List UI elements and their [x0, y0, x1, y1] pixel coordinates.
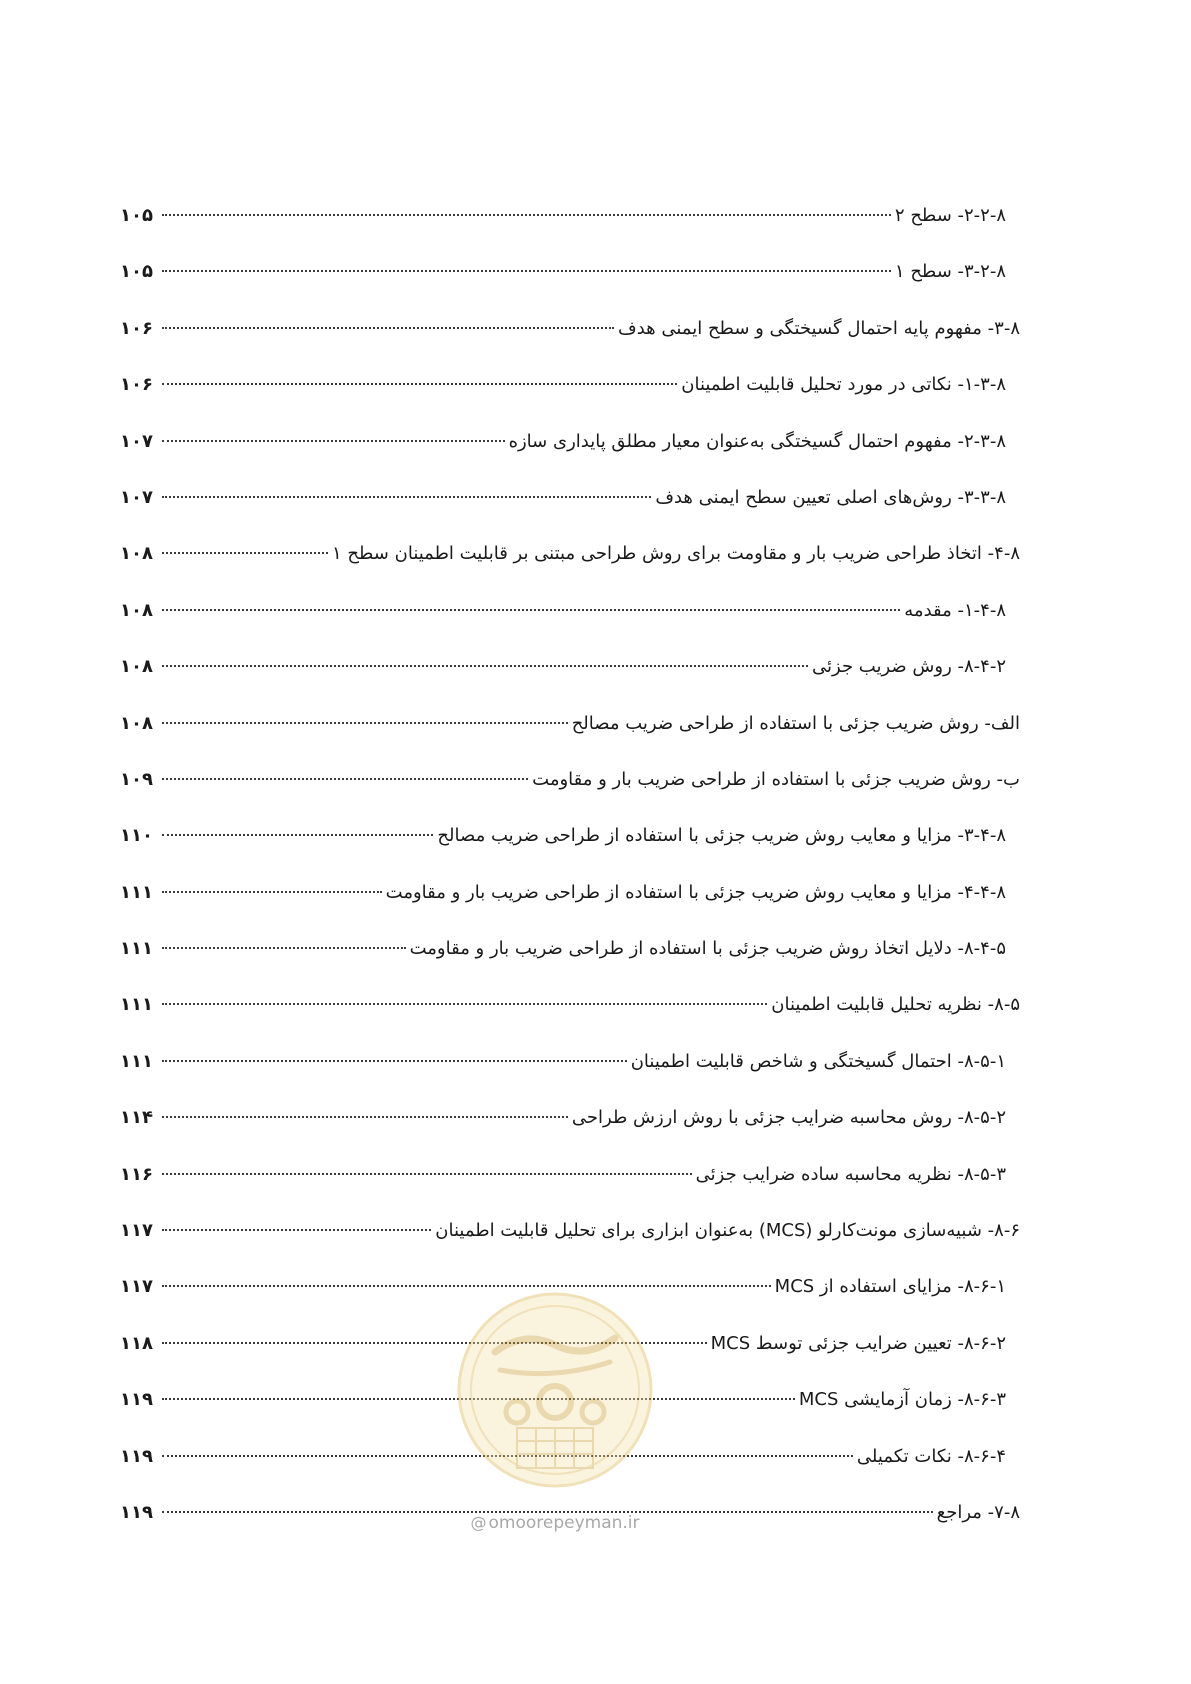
- toc-entry-page-number: ۱۰۵: [120, 205, 153, 226]
- toc-entry-title: ۱-۴-۸- مقدمه: [904, 599, 1006, 621]
- toc-entry-page-number: ۱۰۵: [120, 261, 153, 283]
- toc-entry-title: ب- روش ضریب جزئی با استفاده از طراحی ضریب بار و مقاومت: [532, 768, 1020, 790]
- dot-leader: [162, 1173, 692, 1175]
- dot-leader: [162, 1285, 771, 1287]
- toc-entry-title: ۸-۵- نظریه تحلیل قابلیت اطمینان: [771, 994, 1020, 1016]
- toc-entry-page-number: ۱۱۰: [120, 825, 153, 847]
- toc-entry-page-number: ۱۱۹: [120, 1445, 153, 1467]
- dot-leader: [162, 383, 677, 385]
- footer-website-text: omoorepeyman.ir: [488, 1513, 640, 1533]
- toc-entry-title: ۸-۶-۱- مزایای استفاده از MCS: [774, 1276, 1006, 1298]
- toc-entry-page-number: ۱۰۸: [120, 712, 153, 734]
- dot-leader: [162, 327, 614, 329]
- toc-entry-title: ۳-۲-۸- سطح ۱: [894, 261, 1006, 283]
- dot-leader: [162, 665, 808, 667]
- toc-entry-title: ۲-۲-۸- سطح ۲: [894, 205, 1006, 226]
- toc-entry-page-number: ۱۱۹: [120, 1389, 153, 1411]
- dot-leader: [162, 214, 891, 216]
- toc-entry-title: ۸-۴-۵- دلایل اتخاذ روش ضریب جزئی با استفاده از طراحی ضریب بار و مقاومت: [409, 938, 1006, 960]
- toc-entry-page-number: ۱۱۷: [120, 1220, 153, 1242]
- toc-entry-title: ۸-۵-۳- نظریه محاسبه ساده ضرایب جزئی: [695, 1163, 1006, 1185]
- toc-entry[interactable]: [120, 318, 1020, 374]
- dot-leader: [162, 1003, 767, 1005]
- toc-entry[interactable]: [120, 1107, 1020, 1163]
- dot-leader: [162, 778, 528, 780]
- toc-entry-page-number: ۱۰۸: [120, 543, 153, 565]
- watermark-seal: [455, 1290, 655, 1490]
- toc-entry-page-number: ۱۱۶: [120, 1163, 153, 1185]
- dot-leader: [162, 1116, 568, 1118]
- toc-entry-title: ۸-۶-۳- زمان آزمایشی MCS: [798, 1389, 1006, 1411]
- toc-entry-title: الف- روش ضریب جزئی با استفاده از طراحی ضریب مصالح: [571, 712, 1020, 734]
- toc-entry-page-number: ۱۰۹: [120, 768, 153, 790]
- toc-entry-title: ۴-۸- اتخاذ طراحی ضریب بار و مقاومت برای روش طراحی مبتنی بر قابلیت اطمینان سطح ۱: [332, 543, 1020, 565]
- toc-entry[interactable]: [120, 713, 1020, 769]
- toc-entry-page-number: ۱۱۱: [120, 881, 153, 903]
- toc-entry-page-number: ۱۱۹: [120, 1501, 153, 1523]
- toc-entry-title: ۸-۵-۱- احتمال گسیختگی و شاخص قابلیت اطمینان: [630, 1050, 1006, 1072]
- toc-entry[interactable]: [120, 1051, 1020, 1107]
- toc-entry-title: ۴-۴-۸- مزایا و معایب روش ضریب جزئی با استفاده از طراحی ضریب بار و مقاومت: [385, 881, 1006, 903]
- toc-entry[interactable]: [120, 600, 1020, 656]
- toc-entry-title: ۱-۳-۸- نکاتی در مورد تحلیل قابلیت اطمینان: [681, 374, 1006, 396]
- toc-entry-page-number: ۱۱۱: [120, 994, 153, 1016]
- toc-entry[interactable]: [120, 543, 1020, 599]
- at-icon: @: [470, 1513, 487, 1532]
- toc-entry-page-number: ۱۱۸: [120, 1332, 153, 1354]
- toc-entry[interactable]: [120, 825, 1020, 881]
- dot-leader: [162, 1229, 431, 1231]
- toc-entry-title: ۸-۴-۲- روش ضریب جزئی: [812, 656, 1006, 678]
- toc-entry-title: ۷-۸- مراجع: [936, 1501, 1020, 1523]
- toc-entry-title: ۲-۳-۸- مفهوم احتمال گسیختگی به‌عنوان معیار مطلق پایداری سازه: [508, 430, 1006, 452]
- toc-entry-title: ۸-۶-۴- نکات تکمیلی: [856, 1445, 1006, 1467]
- dot-leader: [162, 1060, 627, 1062]
- dot-leader: [162, 440, 505, 442]
- toc-entry[interactable]: [120, 374, 1020, 430]
- toc-entry[interactable]: [120, 994, 1020, 1050]
- toc-entry-title: ۳-۳-۸- روش‌های اصلی تعیین سطح ایمنی هدف: [655, 486, 1006, 508]
- toc-entry[interactable]: [120, 769, 1020, 825]
- toc-entry-title: ۸-۶- شبیه‌سازی مونت‌کارلو (MCS) به‌عنوان ابزاری برای تحلیل قابلیت اطمینان: [435, 1220, 1020, 1242]
- dot-leader: [162, 496, 651, 498]
- toc-entry-page-number: ۱۰۶: [120, 317, 153, 339]
- dot-leader: [162, 722, 568, 724]
- toc-entry-title: ۸-۵-۲- روش محاسبه ضرایب جزئی با روش ارزش طراحی: [571, 1107, 1006, 1129]
- toc-entry[interactable]: [120, 261, 1020, 317]
- toc-entry-page-number: ۱۱۱: [120, 1050, 153, 1072]
- toc-entry[interactable]: [120, 205, 1020, 261]
- dot-leader: [162, 609, 900, 611]
- toc-entry-page-number: ۱۱۴: [120, 1107, 153, 1129]
- toc-entry-page-number: ۱۱۷: [120, 1276, 153, 1298]
- toc-entry-page-number: ۱۰۸: [120, 599, 153, 621]
- footer-website: [455, 1513, 655, 1533]
- toc-entry-page-number: ۱۰۸: [120, 656, 153, 678]
- toc-entry[interactable]: [120, 656, 1020, 712]
- toc-entry-title: ۳-۸- مفهوم پایه احتمال گسیختگی و سطح ایمنی هدف: [618, 317, 1020, 339]
- toc-entry[interactable]: [120, 882, 1020, 938]
- toc-entry-page-number: ۱۰۷: [120, 486, 153, 508]
- dot-leader: [162, 552, 328, 554]
- toc-entry[interactable]: [120, 1220, 1020, 1276]
- toc-entry[interactable]: [120, 1164, 1020, 1220]
- toc-entry-title: ۳-۴-۸- مزایا و معایب روش ضریب جزئی با استفاده از طراحی ضریب مصالح: [437, 825, 1006, 847]
- toc-entry[interactable]: [120, 431, 1020, 487]
- dot-leader: [162, 947, 406, 949]
- toc-entry[interactable]: [120, 487, 1020, 543]
- toc-entry-page-number: ۱۰۶: [120, 374, 153, 396]
- toc-entry-title: ۸-۶-۲- تعیین ضرایب جزئی توسط MCS: [710, 1332, 1006, 1354]
- dot-leader: [162, 270, 891, 272]
- toc-entry-page-number: ۱۱۱: [120, 938, 153, 960]
- seal-logo-icon: [455, 1290, 655, 1490]
- dot-leader: [162, 891, 382, 893]
- dot-leader: [162, 834, 433, 836]
- toc-entry-page-number: ۱۰۷: [120, 430, 153, 452]
- toc-entry[interactable]: [120, 938, 1020, 994]
